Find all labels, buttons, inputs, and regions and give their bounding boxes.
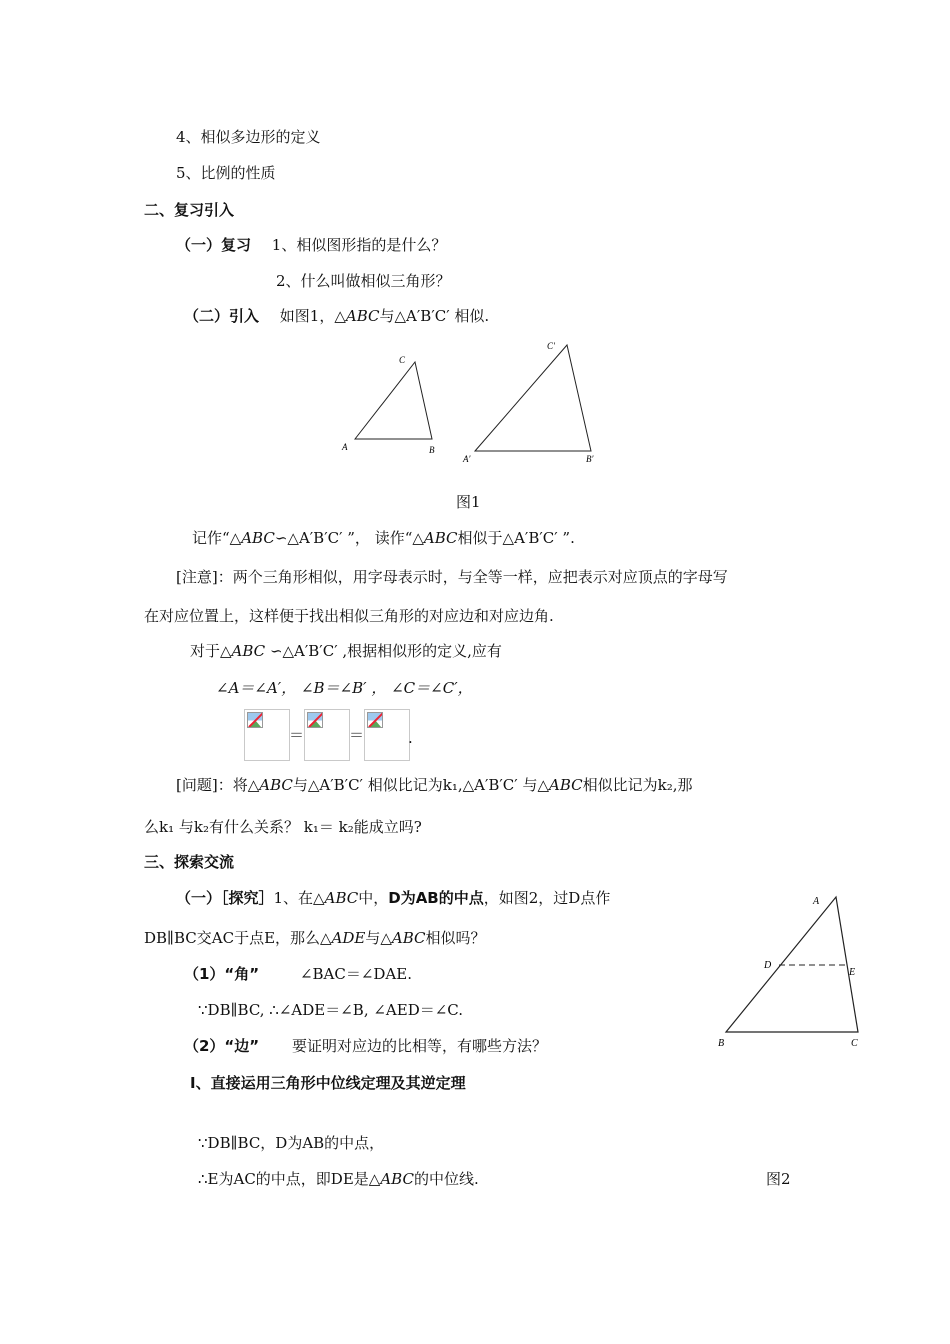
definition-line	[190, 641, 502, 661]
explore2-text-a: DB∥BC交AC于点E，那么△	[144, 929, 332, 947]
intro-line	[184, 306, 489, 326]
problem-line-1	[176, 775, 693, 795]
notation-text-c: 相似于△A′B′C′ ”.	[457, 529, 575, 547]
fig2-label-d: D	[764, 960, 772, 971]
ratio-image-3	[364, 709, 410, 761]
angle-text: ∠BAC＝∠DAE.	[299, 965, 412, 983]
explore2-ade: ADE	[331, 929, 366, 947]
method-1-heading: Ⅰ、直接运用三角形中位线定理及其逆定理	[190, 1074, 466, 1092]
triangle-a-prime-b-prime-c-prime	[475, 345, 591, 451]
fig2-label-b: B	[718, 1038, 725, 1049]
explore2-text-b: 与△	[365, 929, 392, 947]
review-line-1	[176, 235, 446, 255]
list-item-4: 4、相似多边形的定义	[176, 128, 321, 146]
problem-text-c: 相似比记为k₂,那	[582, 776, 693, 794]
therefore-line	[198, 1169, 479, 1189]
label-b: B	[429, 445, 435, 455]
intro-text-a: 如图1，△	[279, 307, 346, 325]
label-a: A	[342, 442, 348, 452]
fig2-label-a: A	[813, 896, 820, 907]
explore-label: （一）［探究］	[176, 889, 274, 907]
notation-text-a: 记作“△	[192, 529, 242, 547]
ratio-period: .	[408, 729, 413, 747]
explore-text-b: 中，	[358, 889, 389, 907]
explore-line-1	[176, 888, 610, 908]
ratio-image-1	[244, 709, 290, 761]
intro-abc: ABC	[345, 307, 380, 325]
ratio-image-2	[304, 709, 350, 761]
review-question-2: 2、什么叫做相似三角形？	[276, 272, 451, 290]
definition-text-a: 对于△	[190, 642, 232, 660]
review-label: （一）复习	[176, 236, 252, 254]
therefore-abc: ABC	[380, 1170, 414, 1188]
problem-text-b: 与△A′B′C′ 相似比记为k₁,△A′B′C′ 与△	[292, 776, 549, 794]
label-c-prime: C′	[547, 341, 555, 351]
notation-abc-1: ABC	[241, 529, 275, 547]
angle-equalities: ∠A＝∠A′， ∠B＝∠B′ ， ∠C＝∠C′，	[216, 679, 473, 697]
broken-image-icon	[367, 712, 383, 728]
equals-sign-1: ＝	[289, 726, 305, 744]
explore-line-2	[144, 928, 486, 948]
angle-label: （1）“角”	[184, 965, 260, 983]
label-c: C	[399, 355, 406, 365]
side-line	[184, 1036, 547, 1056]
list-item-5: 5、比例的性质	[176, 164, 276, 182]
problem-abc-1: ABC	[259, 776, 293, 794]
because-line-1: ∵DB∥BC, ∴∠ADE＝∠B, ∠AED＝∠C.	[198, 1001, 464, 1019]
explore-bold-midpoint: D为AB的中点	[388, 889, 484, 907]
intro-text-b: 与△A′B′C′ 相似.	[379, 307, 490, 325]
label-a-prime: A′	[463, 454, 471, 464]
therefore-text-a: ∴E为AC的中点，即DE是△	[198, 1170, 381, 1188]
figure-1-triangles	[335, 335, 615, 470]
section-heading-3: 三、探索交流	[144, 853, 235, 871]
side-text: 要证明对应边的比相等，有哪些方法？	[291, 1037, 547, 1055]
equals-sign-2: ＝	[349, 726, 365, 744]
triangle-abc	[355, 362, 432, 439]
explore2-abc: ABC	[391, 929, 426, 947]
broken-image-icon	[307, 712, 323, 728]
section-heading-2: 二、复习引入	[144, 201, 235, 219]
definition-text-b: ∽△A′B′C′ ,根据相似形的定义,应有	[265, 642, 502, 660]
fig2-label-c: C	[851, 1038, 858, 1049]
definition-abc: ABC	[231, 642, 266, 660]
figure-2-triangle	[712, 890, 872, 1055]
explore2-text-c: 相似吗？	[425, 929, 486, 947]
note-line-2: 在对应位置上，这样便于找出相似三角形的对应边和对应边角.	[144, 607, 554, 625]
explore-text-c: ，如图2，过D点作	[483, 889, 611, 907]
label-b-prime: B′	[586, 454, 594, 464]
problem-text-a: [问题]：将△	[176, 776, 260, 794]
because-line-2: ∵DB∥BC，D为AB的中点，	[198, 1134, 385, 1152]
problem-abc-2: ABC	[549, 776, 583, 794]
explore-abc: ABC	[324, 889, 359, 907]
explore-text-a: 1、在△	[273, 889, 325, 907]
angle-line	[184, 964, 412, 984]
problem-line-2: 么k₁ 与k₂有什么关系？ k₁＝ k₂能成立吗?	[144, 818, 422, 836]
review-question-1: 1、相似图形指的是什么？	[271, 236, 447, 254]
note-line-1: [注意]：两个三角形相似，用字母表示时，与全等一样，应把表示对应顶点的字母写	[176, 568, 728, 586]
notation-abc-2: ABC	[423, 529, 458, 547]
notation-text-b: ∽△A′B′C′ ”， 读作“△	[274, 529, 424, 547]
intro-label: （二）引入	[184, 307, 260, 325]
side-label: （2）“边”	[184, 1037, 260, 1055]
figure-1-caption: 图1	[456, 493, 481, 511]
notation-line	[192, 528, 575, 548]
therefore-text-b: 的中位线.	[413, 1170, 479, 1188]
figure-2-caption: 图2	[766, 1170, 791, 1188]
fig2-label-e: E	[849, 967, 856, 978]
broken-image-icon	[247, 712, 263, 728]
